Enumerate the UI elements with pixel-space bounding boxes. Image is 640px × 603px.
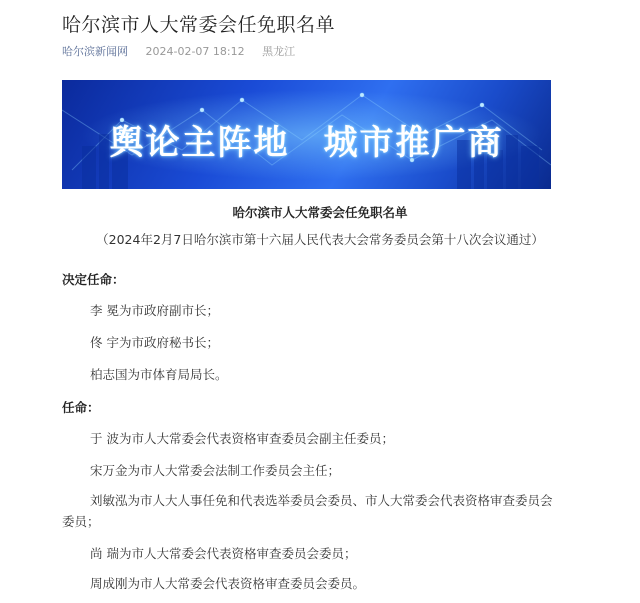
list-item: 佟 宇为市政府秘书长； xyxy=(90,335,219,350)
region-label: 黑龙江 xyxy=(262,45,296,58)
document-subheading: （2024年2月7日哈尔滨市第十六届人民代表大会常务委员会第十八次会议通过） xyxy=(96,232,544,247)
list-item: 周成刚为市人大常委会代表资格审查委员会委员。 xyxy=(90,576,366,591)
source-link[interactable]: 哈尔滨新闻网 xyxy=(62,45,128,58)
article-title: 哈尔滨市人大常委会任免职名单 xyxy=(62,14,336,36)
banner-slogan xyxy=(62,115,551,164)
banner-slogan-right: 城市推广商 xyxy=(323,123,504,163)
list-item: 宋万金为市人大常委会法制工作委员会主任； xyxy=(90,463,341,478)
list-item: 于 波为市人大常委会代表资格审查委员会副主任委员； xyxy=(90,431,394,446)
list-item: 李 冕为市政府副市长； xyxy=(90,303,219,318)
publish-date: 2024-02-07 18:12 xyxy=(145,45,245,58)
list-item: 尚 瑞为市人大常委会代表资格审查委员会委员； xyxy=(90,546,357,561)
banner-slogan-left: 舆论主阵地 xyxy=(109,123,290,163)
document-heading: 哈尔滨市人大常委会任免职名单 xyxy=(232,205,408,220)
article-meta xyxy=(62,43,309,59)
section-title-appointments: 任命： xyxy=(62,400,100,415)
banner-image xyxy=(62,80,551,189)
list-item: 刘敏泓为市人大人事任免和代表选举委员会委员、市人大常委会代表资格审查委员会委员； xyxy=(62,493,553,529)
list-item: 柏志国为市体育局局长。 xyxy=(90,367,228,382)
section-title-decided-appointments: 决定任命： xyxy=(62,272,125,287)
